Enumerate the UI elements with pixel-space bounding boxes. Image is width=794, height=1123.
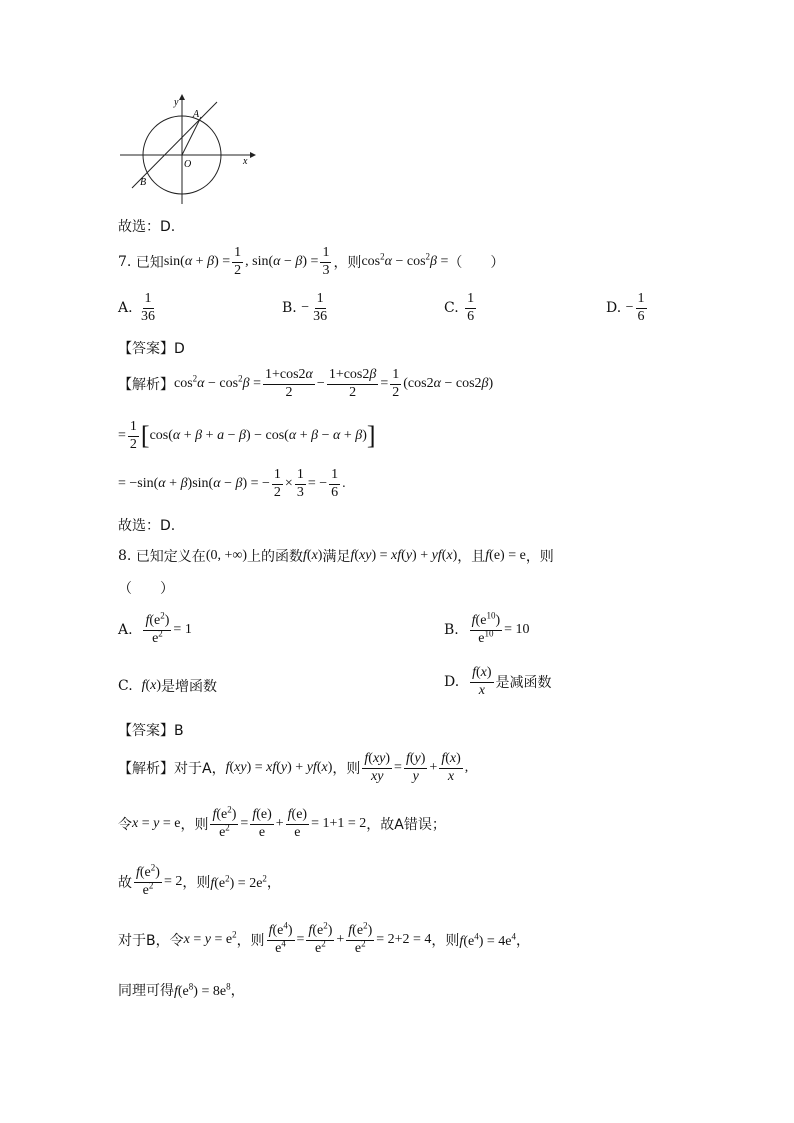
q8-paren: （ ） [118, 581, 174, 597]
q7-stem-prefix: 已知 [135, 255, 164, 272]
q7-final-answer: 故选：D. [118, 518, 176, 534]
q6-final-answer: 故选：D. [118, 219, 176, 235]
y-label: y [174, 97, 179, 108]
q7-number: 7. [118, 254, 132, 271]
q7-option-c[interactable]: C. $\frac{1}{6}$ [444, 291, 475, 324]
q8-option-d[interactable]: D. $\frac{f(x)}{x}$ 是减函数 [444, 665, 552, 698]
q7-option-b[interactable]: B. − $\frac{1}{36}$ [282, 291, 328, 324]
q8-option-a[interactable]: A. $\frac{f(e^2)}{e^2}$ = 1 [118, 610, 192, 646]
q7-answer: 【答案】D [118, 341, 185, 357]
q8-analysis-line4: 对于B，令 $x = y = e^2$ ，则 $\frac{f(e^4)}{e^4}$ = $\frac{f(e^2)}{e^2}$ + $\frac{f(e^2)}{e^2}$ = 2+2 = 4 ，则 $f(e^4) = 4e^4$， [118, 920, 530, 956]
point-a-label: A [193, 109, 200, 120]
q7-analysis-line2: = $\frac{1}{2}$ [ cos(α + β + a − β) − cos(α + β − α + β) ] [118, 419, 376, 452]
point-b-label: B [140, 177, 147, 188]
q8-analysis-line3: 故 $\frac{f(e^2)}{e^2}$ = 2 ，则 $f(e^2) = 2e^2$， [118, 862, 281, 898]
q7-stem-mid: ，则 [333, 255, 362, 272]
q7-option-a[interactable]: A. $\frac{1}{36}$ [118, 291, 156, 324]
q8-answer: 【答案】B [118, 723, 184, 739]
y-axis-arrow [179, 94, 185, 100]
q7-paren: （ ） [448, 255, 505, 272]
q8-option-c[interactable]: C. f(x) 是增函数 [118, 678, 218, 695]
unit-circle-figure [118, 92, 258, 212]
x-label: x [243, 156, 248, 167]
x-axis-arrow [250, 152, 256, 158]
q8-analysis-line5: 同理可得 $f(e^8) = 8e^8$， [118, 981, 245, 999]
q8-stem: 8. 已知定义在 (0, +∞) 上的函数 f(x) 满足 f(xy) = xf(y) + yf(x) ，且 f(e) = e ，则 [118, 548, 554, 565]
q8-analysis-line1: 【解析】 对于A， f(xy) = xf(y) + yf(x) ，则 $\frac{f(xy)}{xy}$ = $\frac{f(y)}{y}$ + $\frac{f(x)}{x}$ , [118, 751, 469, 784]
q8-option-b[interactable]: B. $\frac{f(e^{10})}{e^{10}}$ = 10 [444, 610, 530, 646]
q7-option-d[interactable]: D. − $\frac{1}{6}$ [606, 291, 645, 324]
q8-analysis-line2: 令 x = y = e ，则 $\frac{f(e^2)}{e^2}$ = $\frac{f(e)}{e}$ + $\frac{f(e)}{e}$ = 1+1 = 2 ，故A错误； [118, 804, 446, 840]
q8-analysis-label: 【解析】 [118, 761, 174, 778]
q7-analysis-line1: 【解析】 $\cos^2\alpha - \cos^2\beta$ = $\frac{1+\cos 2\alpha}{2}$ − $\frac{1+\cos 2\beta}{2}$ = $\frac{1}{2}$ (cos2α − cos2β) [118, 367, 494, 400]
segment-oa [182, 117, 201, 155]
q7-analysis-line3: = −sin(α + β)sin(α − β) = − $\frac{1}{2}$ × $\frac{1}{3}$ = − $\frac{1}{6}$ . [118, 467, 346, 500]
origin-label: O [184, 159, 192, 170]
q8-number: 8. [118, 548, 132, 564]
q7-stem: 7. 已知 sin(α + β) = $\frac{1}{2}$ , sin(α − β) = $\frac{1}{3}$ ，则 $\cos^2\alpha - \cos^2\beta$ = （ ） [118, 245, 505, 278]
q7-analysis-label: 【解析】 [118, 377, 174, 394]
